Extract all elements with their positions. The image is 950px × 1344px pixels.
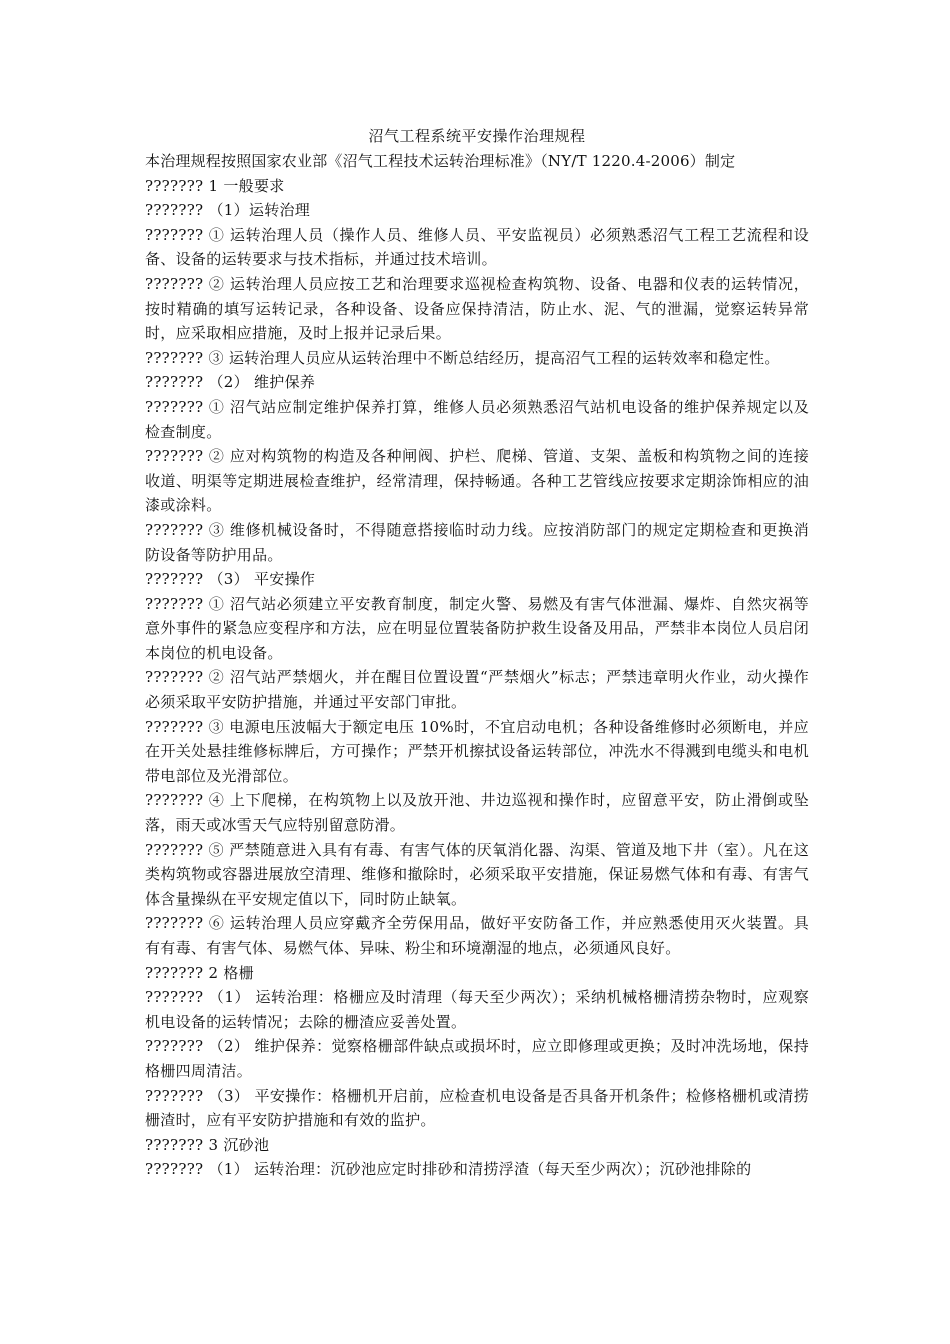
document-page <box>145 125 809 1182</box>
paragraph: ??????? （1） 运转治理：格栅应及时清理（每天至少两次）；采纳机械格栅清捞杂物时，应观察机电设备的运转情况；去除的栅渣应妥善处置。 <box>145 988 809 1031</box>
paragraph: ??????? ⑥ 运转治理人员应穿戴齐全劳保用品，做好平安防备工作，并应熟悉使用灭火装置。具有有毒、有害气体、易燃气体、异味、粉尘和环境潮湿的地点，必须通风良好。 <box>145 914 809 957</box>
paragraph: ??????? ③ 电源电压波幅大于额定电压 10%时，不宜启动电机；各种设备维修时必须断电，并应在开关处悬挂维修标牌后，方可操作；严禁开机擦拭设备运转部位，冲洗水不得溅到电缆头和电机带电部位及光滑部位。 <box>145 717 809 785</box>
intro-paragraph: 本治理规程按照国家农业部《沼气工程技术运转治理标准》（NY/T 1220.4-2006）制定 <box>145 152 736 170</box>
paragraph: ??????? ① 沼气站应制定维护保养打算，维修人员必须熟悉沼气站机电设备的维护保养规定以及检查制度。 <box>145 397 809 441</box>
section-heading-general: ??????? 1 一般要求 <box>145 176 285 195</box>
subsection-maintenance: ??????? （2） 维护保养 <box>145 373 316 392</box>
paragraph: ??????? ① 沼气站必须建立平安教育制度，制定火警、易燃及有害气体泄漏、爆炸、自然灾祸等意外事件的紧急应变程序和方法，应在明显位置装备防护救生设备及用品，严禁非本岗位人员启闭本岗位的机电设备。 <box>145 594 809 662</box>
paragraph: ??????? ② 应对构筑物的构造及各种闸阀、护栏、爬梯、管道、支架、盖板和构筑物之间的连接收道、明渠等定期进展检查维护，经常清理，保持畅通。各种工艺管线应按要求定期涂饰相应的油漆或涂料。 <box>145 447 809 515</box>
paragraph: ??????? ⑤ 严禁随意进入具有有毒、有害气体的厌氧消化器、沟渠、管道及地下井（室）。凡在这类构筑物或容器进展放空清理、维修和撤除时，必须采取平安措施，保证易燃气体和有毒、有害气体含量操纵在平安规定值以下，同时防止缺氧。 <box>145 840 809 908</box>
subsection-operation: ??????? （1）运转治理 <box>145 201 311 220</box>
paragraph: ??????? ③ 维修机械设备时，不得随意搭接临时动力线。应按消防部门的规定定期检查和更换消防设备等防护用品。 <box>145 520 809 564</box>
section-heading-grit-chamber: ??????? 3 沉砂池 <box>145 1135 270 1154</box>
paragraph: ??????? （2） 维护保养：觉察格栅部件缺点或损坏时，应立即修理或更换；及时冲洗场地，保持格栅四周清洁。 <box>145 1037 809 1080</box>
paragraph: ??????? ② 沼气站严禁烟火，并在醒目位置设置“严禁烟火”标志；严禁违章明火作业，动火操作必须采取平安防护措施，并通过平安部门审批。 <box>145 668 809 712</box>
document-title: 沼气工程系统平安操作治理规程 <box>368 127 586 145</box>
paragraph: ??????? ③ 运转治理人员应从运转治理中不断总结经历，提高沼气工程的运转效率和稳定性。 <box>145 348 780 367</box>
paragraph: ??????? ④ 上下爬梯，在构筑物上以及放开池、井边巡视和操作时，应留意平安，防止滑倒或坠落，雨天或冰雪天气应特别留意防滑。 <box>145 791 809 835</box>
paragraph: ??????? ① 运转治理人员（操作人员、维修人员、平安监视员）必须熟悉沼气工程工艺流程和设备、设备的运转要求与技术指标，并通过技术培训。 <box>145 225 809 269</box>
paragraph: ??????? （1） 运转治理：沉砂池应定时排砂和清捞浮渣（每天至少两次）；沉砂池排除的 <box>145 1160 752 1179</box>
paragraph: ??????? （3） 平安操作：格栅机开启前，应检查机电设备是否具备开机条件；检修格栅机或清捞栅渣时，应有平安防护措施和有效的监护。 <box>145 1086 809 1130</box>
subsection-safety: ??????? （3） 平安操作 <box>145 570 316 589</box>
section-heading-grille: ??????? 2 格栅 <box>145 963 254 982</box>
paragraph: ??????? ② 运转治理人员应按工艺和治理要求巡视检查构筑物、设备、电器和仪表的运转情况，按时精确的填写运转记录，各种设备、设备应保持清洁，防止水、泥、气的泄漏，觉察运转异常时，应采取相应措施，及时上报并记录后果。 <box>145 274 809 343</box>
